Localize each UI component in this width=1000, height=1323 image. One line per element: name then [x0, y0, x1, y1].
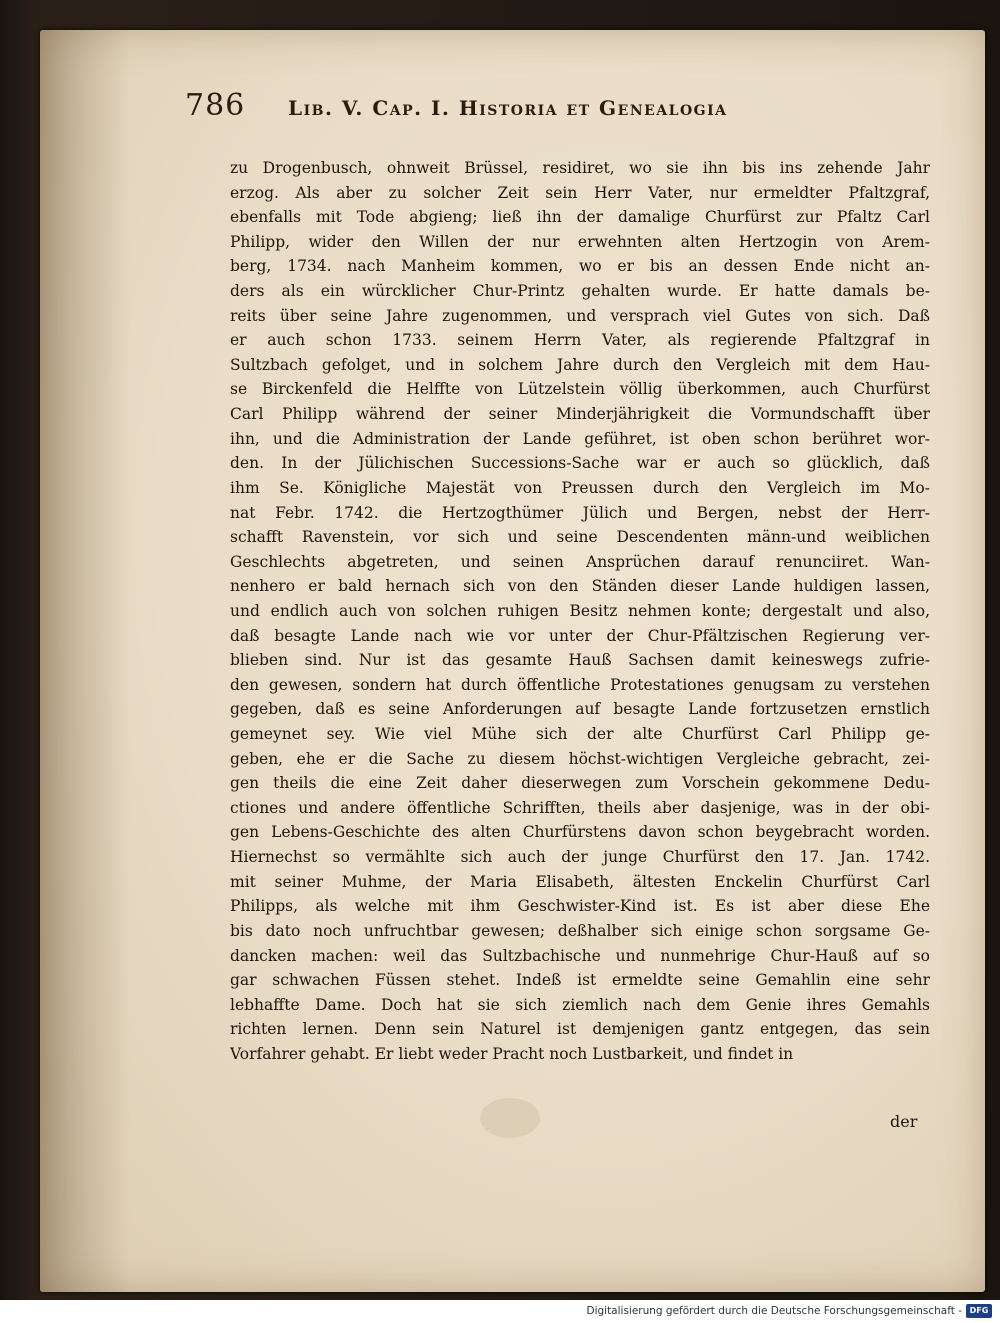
catchword: der — [890, 1112, 918, 1131]
text-line: dancken machen: weil das Sultzbachische und nunmehrige Chur-Hauß auf so — [230, 946, 930, 965]
text-line: Vorfahrer gehabt. Er liebt weder Pracht noch Lustbarkeit, und findet in — [230, 1044, 794, 1063]
text-line: blieben sind. Nur ist das gesamte Hauß Sachsen damit keineswegs zufrie- — [230, 651, 930, 670]
text-line: nat Febr. 1742. die Hertzogthümer Jülich und Bergen, nebst der Herr- — [230, 503, 930, 522]
footer-bar — [0, 1300, 1000, 1323]
text-line: se Birckenfeld die Helffte von Lützelstein völlig überkommen, auch Churfürst — [230, 380, 930, 399]
text-line: Carl Philipp während der seiner Minderjährigkeit die Vormundschafft über — [230, 405, 930, 424]
page-header — [185, 88, 960, 128]
text-line: schafft Ravenstein, vor sich und seine Descendenten männ-und weiblichen — [230, 528, 930, 547]
text-line: Philipps, als welche mit ihm Geschwister-Kind ist. Es ist aber diese Ehe — [230, 897, 930, 916]
body-text — [230, 156, 930, 1067]
text-line: berg, 1734. nach Manheim kommen, wo er bis an dessen Ende nicht an- — [230, 257, 930, 276]
text-line: ihn, und die Administration der Lande geführet, ist oben schon berühret wor- — [230, 429, 930, 448]
text-line: lebhaffte Dame. Doch hat sie sich ziemlich nach dem Genie ihres Gemahls — [230, 995, 930, 1014]
text-line: gemeynet sey. Wie viel Mühe sich der alte Churfürst Carl Philipp ge- — [230, 725, 930, 744]
text-line: ctiones und andere öffentliche Schrifften, theils aber dasjenige, was in der obi- — [230, 798, 930, 817]
text-line: zu Drogenbusch, ohnweit Brüssel, residiret, wo sie ihn bis ins zehende Jahr — [230, 159, 930, 177]
text-line: mit seiner Muhme, der Maria Elisabeth, ältesten Enckelin Churfürst Carl — [230, 872, 930, 891]
text-line: bis dato noch unfruchtbar gewesen; deßhalber sich einige schon sorgsame Ge- — [230, 921, 930, 940]
text-line: den gewesen, sondern hat durch öffentliche Protestationes genugsam zu verstehen — [230, 675, 930, 694]
page-spine-shadow — [40, 30, 130, 1292]
text-line: er auch schon 1733. seinem Herrn Vater, als regierende Pfaltzgraf in — [230, 331, 930, 350]
text-line: daß besagte Lande nach wie vor unter der Chur-Pfältzischen Regierung ver- — [230, 626, 930, 645]
text-line: gegeben, daß es seine Anforderungen auf besagte Lande fortzusetzen ernstlich — [230, 700, 930, 719]
text-line: Geschlechts abgetreten, und seinen Ansprüchen darauf renunciiret. Wan- — [230, 552, 930, 571]
text-line: geben, ehe er die Sache zu diesem höchst-wichtigen Vergleiche gebracht, zei- — [230, 749, 930, 768]
text-line: ebenfalls mit Tode abgieng; ließ ihn der damalige Churfürst zur Pfaltz Carl — [230, 208, 930, 227]
text-line: gen theils die eine Zeit daher dieserwegen zum Vorschein gekommene Dedu- — [230, 774, 930, 793]
text-line: ihm Se. Königliche Majestät von Preussen durch den Vergleich im Mo- — [230, 478, 930, 497]
text-line: reits über seine Jahre zugenommen, und versprach viel Gutes von sich. Daß — [230, 306, 930, 325]
text-line: erzog. Als aber zu solcher Zeit sein Herr Vater, nur ermeldter Pfaltzgraf, — [230, 183, 930, 202]
text-line: Philipp, wider den Willen der nur erwehnten alten Hertzogin von Arem- — [230, 232, 930, 251]
text-line: Hiernechst so vermählte sich auch der junge Churfürst den 17. Jan. 1742. — [230, 848, 930, 867]
dfg-logo-icon: DFG — [966, 1304, 992, 1318]
text-line: richten lernen. Denn sein Naturel ist demjenigen gantz entgegen, das sein — [230, 1020, 930, 1039]
text-line: den. In der Jülichischen Successions-Sache war er auch so glücklich, daß — [230, 454, 930, 473]
text-line: Sultzbach gefolget, und in solchem Jahre durch den Vergleich mit dem Hau- — [230, 355, 930, 374]
page-number: 786 — [185, 88, 246, 123]
text-line: gar schwachen Füssen stehet. Indeß ist ermeldte seine Gemahlin eine sehr — [230, 971, 930, 990]
text-line: nenhero er bald hernach sich von den Ständen dieser Lande huldigen lassen, — [230, 577, 930, 596]
text-line: gen Lebens-Geschichte des alten Churfürstens davon schon beygebracht worden. — [230, 823, 930, 842]
text-line: und endlich auch von solchen ruhigen Besitz nehmen konte; dergestalt und also, — [230, 601, 930, 620]
funding-note: Digitalisierung gefördert durch die Deutsche Forschungsgemeinschaft - — [586, 1305, 962, 1317]
text-line: ders als ein würcklicher Chur-Printz gehalten wurde. Er hatte damals be- — [230, 282, 930, 301]
running-head: Lib. V. Cap. I. Historia et Genealogia — [288, 96, 728, 120]
paper-stain — [480, 1098, 540, 1138]
